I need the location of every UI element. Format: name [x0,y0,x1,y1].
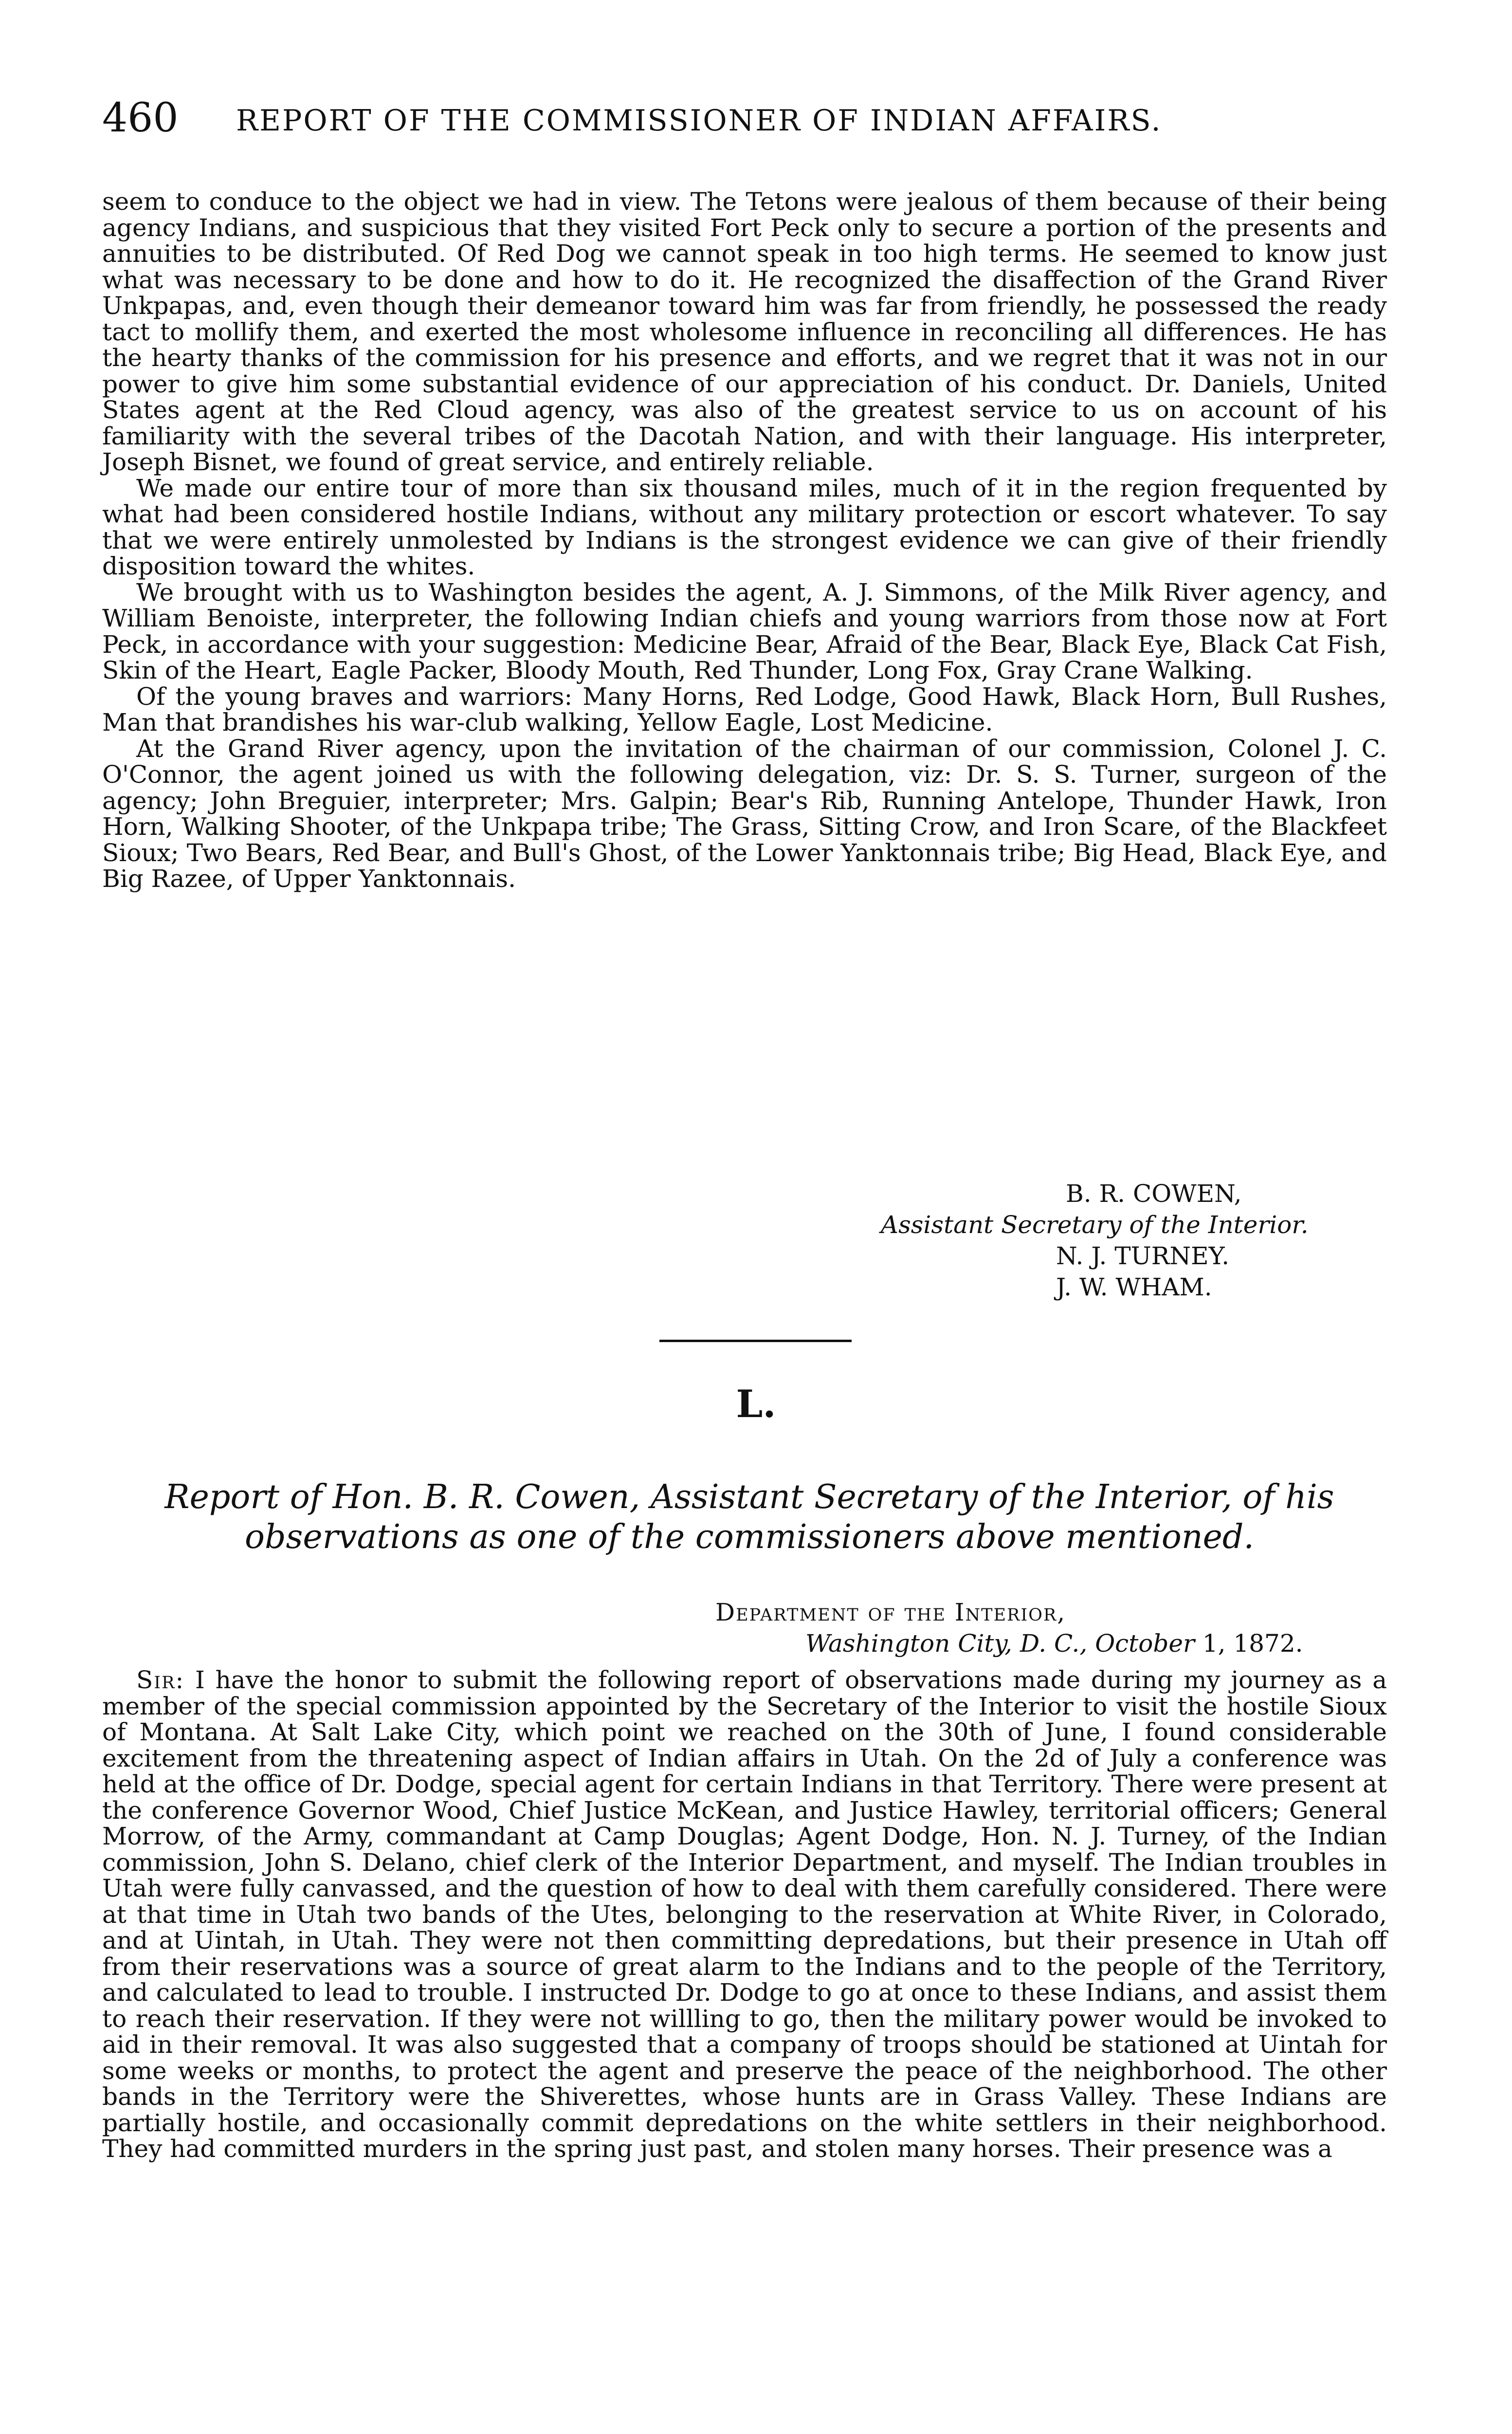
report-title [102,1477,1397,1557]
paragraph-tour: We made our entire tour of more than six thousand miles, much of it in the region frequented by what had been considered hostile Indians, without any military protection or escort whatever. To say that we were entirely unmolested by Indians is the strongest evidence we can give of their friendly disposition toward the whites. [102,474,1387,580]
dateline [0,1597,1512,1665]
paragraph-young-braves: Of the young braves and warriors: Many Horns, Red Lodge, Good Hawk, Black Horn, Bull Rushes, Man that brandishes his war-club walking, Yellow Eagle, Lost Medicine. [102,682,1387,737]
signature-turney: N. J. TURNEY. [1056,1242,1230,1270]
signature-block [0,1178,1512,1314]
paragraph-delegation-fort-peck: We brought with us to Washington besides the agent, A. J. Simmons, of the Milk River agency, and William Benoiste, interpreter, the following Indian chiefs and young warriors from those now at Fort Peck, in accordance with your suggestion: Medicine Bear, Afraid of the Bear, Black Eye, Black Cat Fish, Skin of the Heart, Eagle Packer, Bloody Mouth, Red Thunder, Long Fox, Gray Crane Walking. [102,578,1387,684]
dateline-date: 1, 1872. [1194,1629,1303,1658]
paragraph-red-dog: seem to conduce to the object we had in view. The Tetons were jealous of them because of their being agency Indians, and suspicious that they visited Fort Peck only to secure a portion of the presents and annuities to be distributed. Of Red Dog we cannot speak in too high terms. He seemed to know just what was necessary to be done and how to do it. He recognized the disaffection of the Grand River Unkpapas, and, even though their demeanor toward him was far from friendly, he possessed the ready tact to mollify them, and exerted the most wholesome influence in reconciling all differences. He has the hearty thanks of the commission for his presence and efforts, and we regret that it was not in our power to give him some substantial evidence of our appreciation of his conduct. Dr. Daniels, United States agent at the Red Cloud agency, was also of the greatest service to us on account of his familiarity with the several tribes of the Dacotah Nation, and with their language. His interpreter, Joseph Bisnet, we found of great service, and entirely reliable. [102,187,1387,476]
section-divider [659,1340,852,1342]
signature-wham: J. W. WHAM. [1056,1273,1212,1301]
dateline-place: Washington City, D. C., October [805,1629,1195,1658]
page-header [102,92,1416,145]
dateline-department: Department of the Interior, [715,1598,1066,1626]
report-body-continued [102,189,1387,892]
running-head: REPORT OF THE COMMISSIONER OF INDIAN AFFAIRS. [236,104,1162,138]
letter-text: I have the honor to submit the following report of observations made during my journey as a member of the special commission appointed by the Secretary of the Interior to visit the hostile Sioux of Montana. At Salt Lake City, which point we reached on the 30th of June, I found considerable excitement from the threatening aspect of Indian affairs in Utah. On the 2d of July a conference was held at the office of Dr. Dodge, special agent for certain Indians in that Territory. There were present at the conference Governor Wood, Chief Justice McKean, and Justice Hawley, territorial officers; General Morrow, of the Army, commandant at Camp Douglas; Agent Dodge, Hon. N. J. Turney, of the Indian commission, John S. Delano, chief clerk of the Interior Department, and myself. The Indian troubles in Utah were fully canvassed, and the question of how to deal with them carefully considered. There were at that time in Utah two bands of the Utes, belonging to the reservation at White River, in Colorado, and at Uintah, in Utah. They were not then committing depredations, but their presence in Utah off from their reservations was a source of great alarm to the Indians and to the people of the Territory, and calculated to lead to trouble. I instructed Dr. Dodge to go at once to these Indians, and assist them to reach their reservation. If they were not willling to go, then the military power would be invoked to aid in their removal. It was also suggested that a company of troops should be stationed at Uintah for some weeks or months, to protect the agent and preserve the peace of the neighborhood. The other bands in the Territory were the Shiverettes, whose hunts are in Grass Valley. These Indians are partially hostile, and occasionally commit depredations on the white settlers in their neighborhood. They had committed murders in the spring just past, and stolen many horses. Their presence was a [102,1666,1387,2163]
dateline-place-date [805,1628,1303,1659]
paragraph-grand-river: At the Grand River agency, upon the invitation of the chairman of our commission, Colonel J. C. O'Connor, the agent joined us with the following delegation, viz: Dr. S. S. Turner, surgeon of the agency; John Breguier, interpreter; Mrs. Galpin; Bear's Rib, Running Antelope, Thunder Hawk, Iron Horn, Walking Shooter, of the Unkpapa tribe; The Grass, Sitting Crow, and Iron Scare, of the Blackfeet Sioux; Two Bears, Red Bear, and Bull's Ghost, of the Lower Yanktonnais tribe; Big Head, Black Eye, and Big Razee, of Upper Yanktonnais. [102,734,1387,893]
letter-body [102,1667,1387,2162]
salutation: Sir: [136,1666,185,1694]
signature-cowen: B. R. COWEN, [1066,1180,1242,1208]
page-number: 460 [102,95,179,141]
report-title-line-2: observations as one of the commissioners above mentioned. [245,1518,1254,1556]
signature-cowen-title: Assistant Secretary of the Interior. [881,1211,1309,1239]
report-title-line-1: Report of Hon. B. R. Cowen, Assistant Secretary of the Interior, of his [164,1478,1334,1516]
letter-paragraph [102,1667,1387,2162]
section-letter: L. [736,1382,776,1426]
